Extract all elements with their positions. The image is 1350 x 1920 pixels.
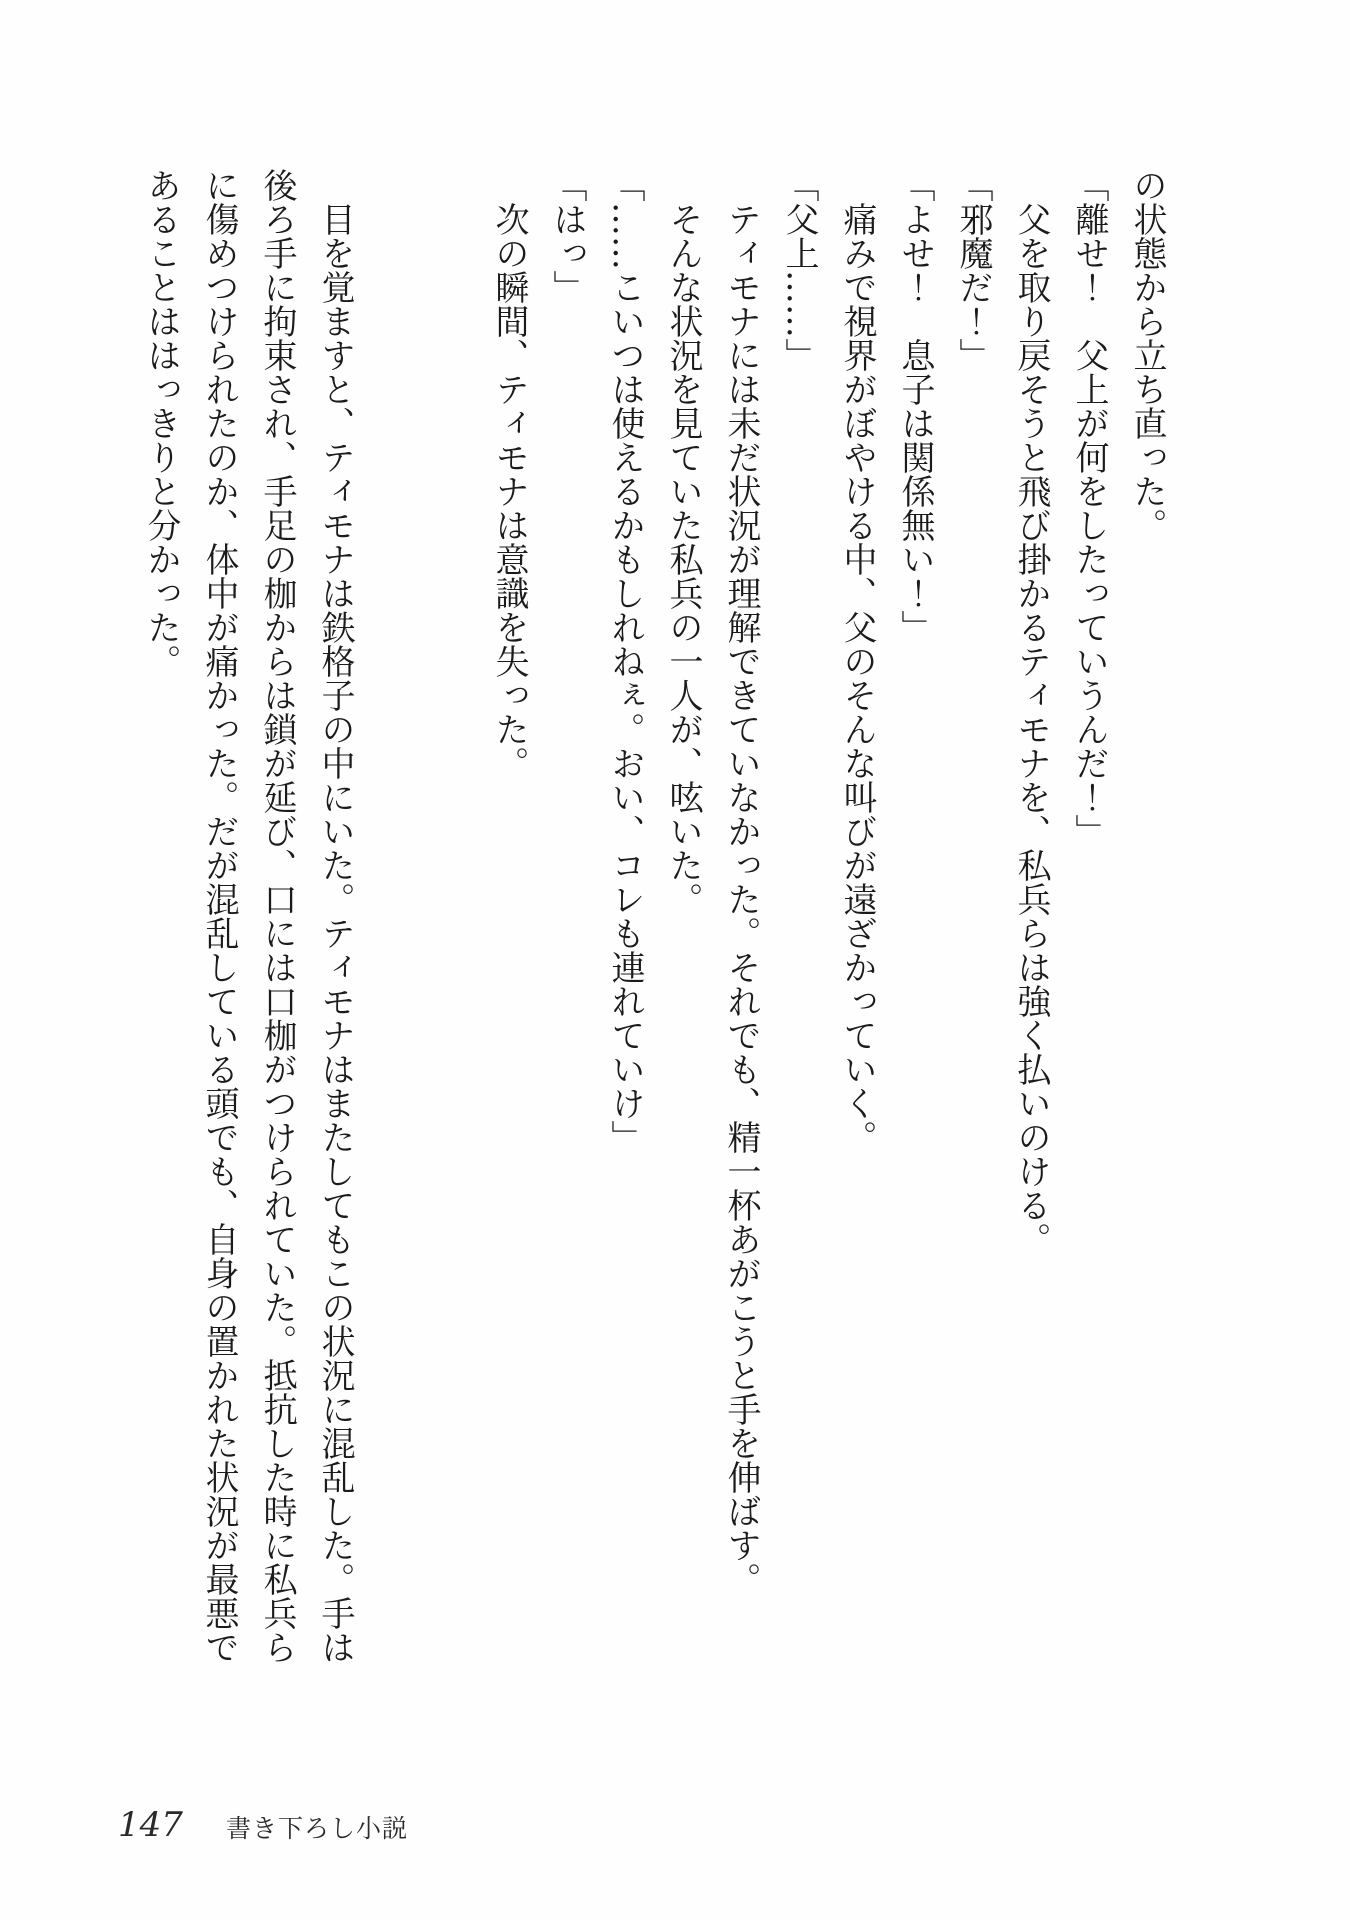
novel-line: 父を取り戻そうと飛び掛かるティモナを、私兵らは強く払いのける。 [1011, 202, 1051, 1256]
scene-break-spacer [364, 168, 480, 1668]
novel-line: 痛みで視界がぼやける中、父のそんな叫びが遠ざかっていく。 [837, 202, 877, 1154]
section-title: 書き下ろし小説 [226, 1814, 409, 1843]
dialogue-line: 「はっ」 [547, 168, 587, 304]
novel-line: ティモナには未だ状況が理解できていなかった。それでも、精一杯あがこうと手を伸ばす。 [721, 202, 761, 1596]
novel-line: の状態から立ち直った。 [1127, 168, 1167, 542]
dialogue-line: 「離せ！ 父上が何をしたっていうんだ！」 [1069, 168, 1109, 848]
novel-line: そんな状況を見ていた私兵の一人が、呟いた。 [663, 202, 703, 916]
dialogue-line: 「よせ！ 息子は関係無い！」 [895, 168, 935, 644]
novel-line: 目を覚ますと、ティモナは鉄格子の中にいた。ティモナはまたしてもこの状況に混乱した。手は後ろ手に拘束され、手足の枷からは鎖が延び、口には口枷がつけられていた。抵抗した時に私兵らに傷めつけられたのか、体中が痛かった。だが混乱している頭でも、自身の置かれた状況が最悪であることははっきりと分かった。 [141, 168, 355, 1664]
vertical-text-block [132, 168, 1176, 1668]
dialogue-line: 「邪魔だ！」 [953, 168, 993, 372]
dialogue-line: 「……こいつは使えるかもしれねぇ。おい、コレも連れていけ」 [605, 168, 645, 1154]
novel-line: 次の瞬間、ティモナは意識を失った。 [489, 202, 529, 780]
dialogue-line: 「父上……」 [779, 168, 819, 372]
page-number: 147 [118, 1805, 183, 1845]
